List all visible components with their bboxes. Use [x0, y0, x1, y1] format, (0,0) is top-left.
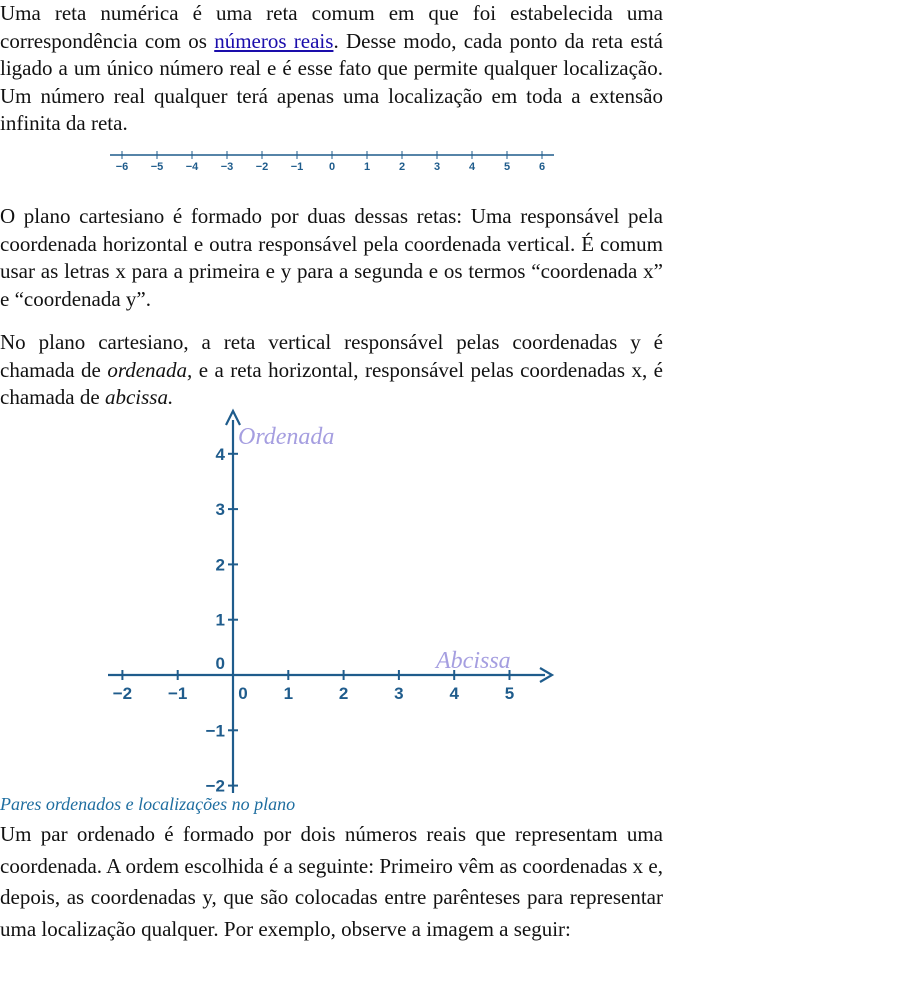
paragraph-ordenada-abcissa	[0, 329, 663, 412]
x-axis-tick-label: 3	[394, 684, 404, 703]
number-line-tick-label: −2	[255, 161, 269, 173]
x-axis-tick-label: −2	[112, 684, 133, 703]
y-axis-tick-label: 3	[215, 500, 225, 520]
section-title: Pares ordenados e localizações no plano	[0, 794, 296, 814]
number-line-tick-label: −3	[220, 161, 234, 173]
y-axis-title: Ordenada	[238, 424, 335, 450]
cartesian-plane	[108, 411, 552, 796]
number-line-tick-label: −6	[115, 161, 129, 173]
number-line-tick-label: 3	[433, 161, 441, 173]
x-axis-tick-label: 4	[449, 684, 459, 703]
x-axis-tick-label: 2	[338, 684, 349, 703]
paragraph-ordered-pairs: Um par ordenado é formado por dois números reais que representam uma coordenada. A ordem escolhida é a seguinte: Primeiro vêm as coordenadas x e, depois, as coordenadas y, que são colocadas entre parênteses para representar uma localização qualquer. Por exemplo, observe a imagem a seguir:	[0, 822, 663, 941]
y-axis-tick-label: −1	[205, 721, 225, 741]
x-axis-title: Abcissa	[436, 648, 511, 674]
number-line-tick-label: −1	[290, 161, 304, 173]
x-axis-tick-label: −1	[168, 684, 188, 703]
y-axis-tick-label: 4	[215, 444, 225, 464]
number-line-tick-label: 6	[538, 161, 546, 173]
y-axis-tick-label: 1	[215, 610, 225, 630]
number-line-tick-label: −4	[185, 161, 199, 173]
number-line-tick-label: 0	[328, 161, 336, 173]
number-line-tick-label: 5	[503, 161, 511, 173]
paragraph-text: . Desse modo, cada ponto da reta está ligado a um único número real e é esse fato que permite qualquer localização. Um número real qualquer terá apenas uma localização em toda a extensão infinita da reta.	[0, 28, 663, 136]
link-numeros-reais[interactable]: números reais	[214, 28, 334, 53]
paragraph-text: Uma reta numérica é uma reta comum em que foi estabelecida uma correspondência com os	[0, 1, 663, 53]
number-line-tick-label: 4	[468, 161, 476, 173]
paragraph-text: e a reta horizontal, responsável pelas coordenadas x, é chamada de	[0, 357, 663, 409]
term-ordenada: ordenada,	[107, 357, 193, 382]
y-axis-tick-label: 0	[215, 654, 225, 673]
y-axis-tick-label: −2	[205, 776, 225, 796]
paragraph-cartesian-plane: O plano cartesiano é formado por duas dessas retas: Uma responsável pela coordenada horizontal e outra responsável pela coordenada vertical. É comum usar as letras x para a primeira e y para a segunda e os termos “coordenada x” e “coordenada y”.	[0, 204, 663, 311]
term-abcissa: abcissa.	[104, 385, 174, 409]
number-line-tick-label: 1	[363, 161, 371, 173]
x-axis-tick-label: 1	[283, 684, 294, 703]
x-axis-tick-label: 0	[238, 684, 248, 703]
number-line	[110, 151, 554, 173]
number-line-tick-label: −5	[150, 161, 164, 173]
y-axis-tick-label: 2	[215, 555, 225, 575]
paragraph-text: No plano cartesiano, a reta vertical responsável pelas coordenadas y é chamada de	[0, 330, 663, 382]
number-line-tick-label: 2	[398, 161, 406, 173]
x-axis-tick-label: 5	[504, 684, 515, 703]
